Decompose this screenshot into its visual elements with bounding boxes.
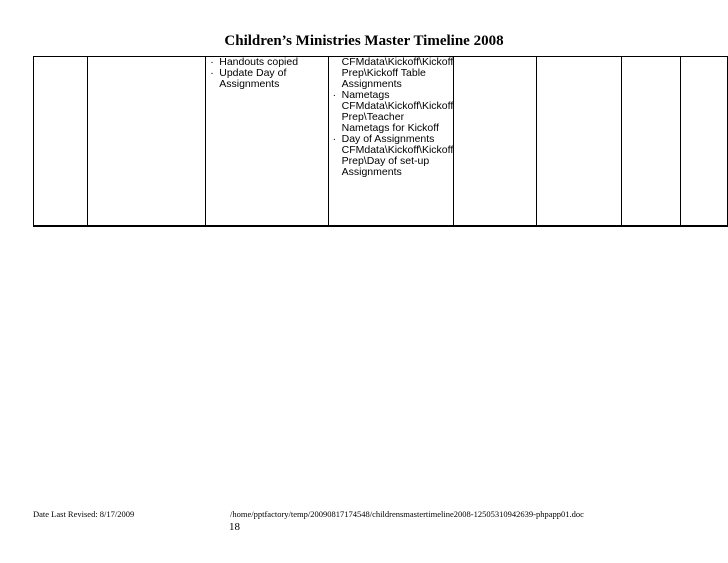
page-title: Children’s Ministries Master Timeline 2008 bbox=[224, 33, 504, 49]
timeline-table bbox=[33, 56, 728, 227]
table-row bbox=[34, 57, 728, 226]
list-item-text: Day of Assignments CFMdata\Kickoff\Kickoff Prep\Day of set-up Assignments bbox=[341, 133, 454, 178]
file-path: /home/pptfactory/temp/20090817174548/childrensmastertimeline2008-12505310942639-phpapp01.doc bbox=[230, 509, 584, 519]
list-item-text: Nametags CFMdata\Kickoff\Kickoff Prep\Teacher Nametags for Kickoff bbox=[341, 89, 454, 134]
table-cell bbox=[622, 57, 681, 226]
table-cell bbox=[536, 57, 621, 226]
list-item-text: Handouts copied bbox=[219, 56, 299, 68]
table-cell bbox=[87, 57, 205, 226]
list-item: · Day of Assignments CFMdata\Kickoff\Kickoff Prep\Day of set-up Assignments bbox=[332, 133, 454, 178]
list-item: · Handouts copied bbox=[210, 56, 299, 68]
table-cell bbox=[454, 57, 537, 226]
table-cell-tasks bbox=[206, 57, 328, 226]
list-item-text: Update Day of Assignments bbox=[219, 67, 287, 90]
date-revised: Date Last Revised: 8/17/2009 bbox=[33, 509, 135, 519]
list-item: · Nametags CFMdata\Kickoff\Kickoff Prep\Teacher Nametags for Kickoff bbox=[332, 89, 454, 134]
table-cell bbox=[681, 57, 728, 226]
list-item: · Update Day of Assignments bbox=[210, 67, 287, 90]
list-item-continuation: CFMdata\Kickoff\Kickoff Prep\Kickoff Table Assignments bbox=[341, 56, 454, 90]
table-cell bbox=[34, 57, 88, 226]
page-number: 18 bbox=[229, 521, 240, 533]
table-cell-files bbox=[328, 57, 454, 226]
